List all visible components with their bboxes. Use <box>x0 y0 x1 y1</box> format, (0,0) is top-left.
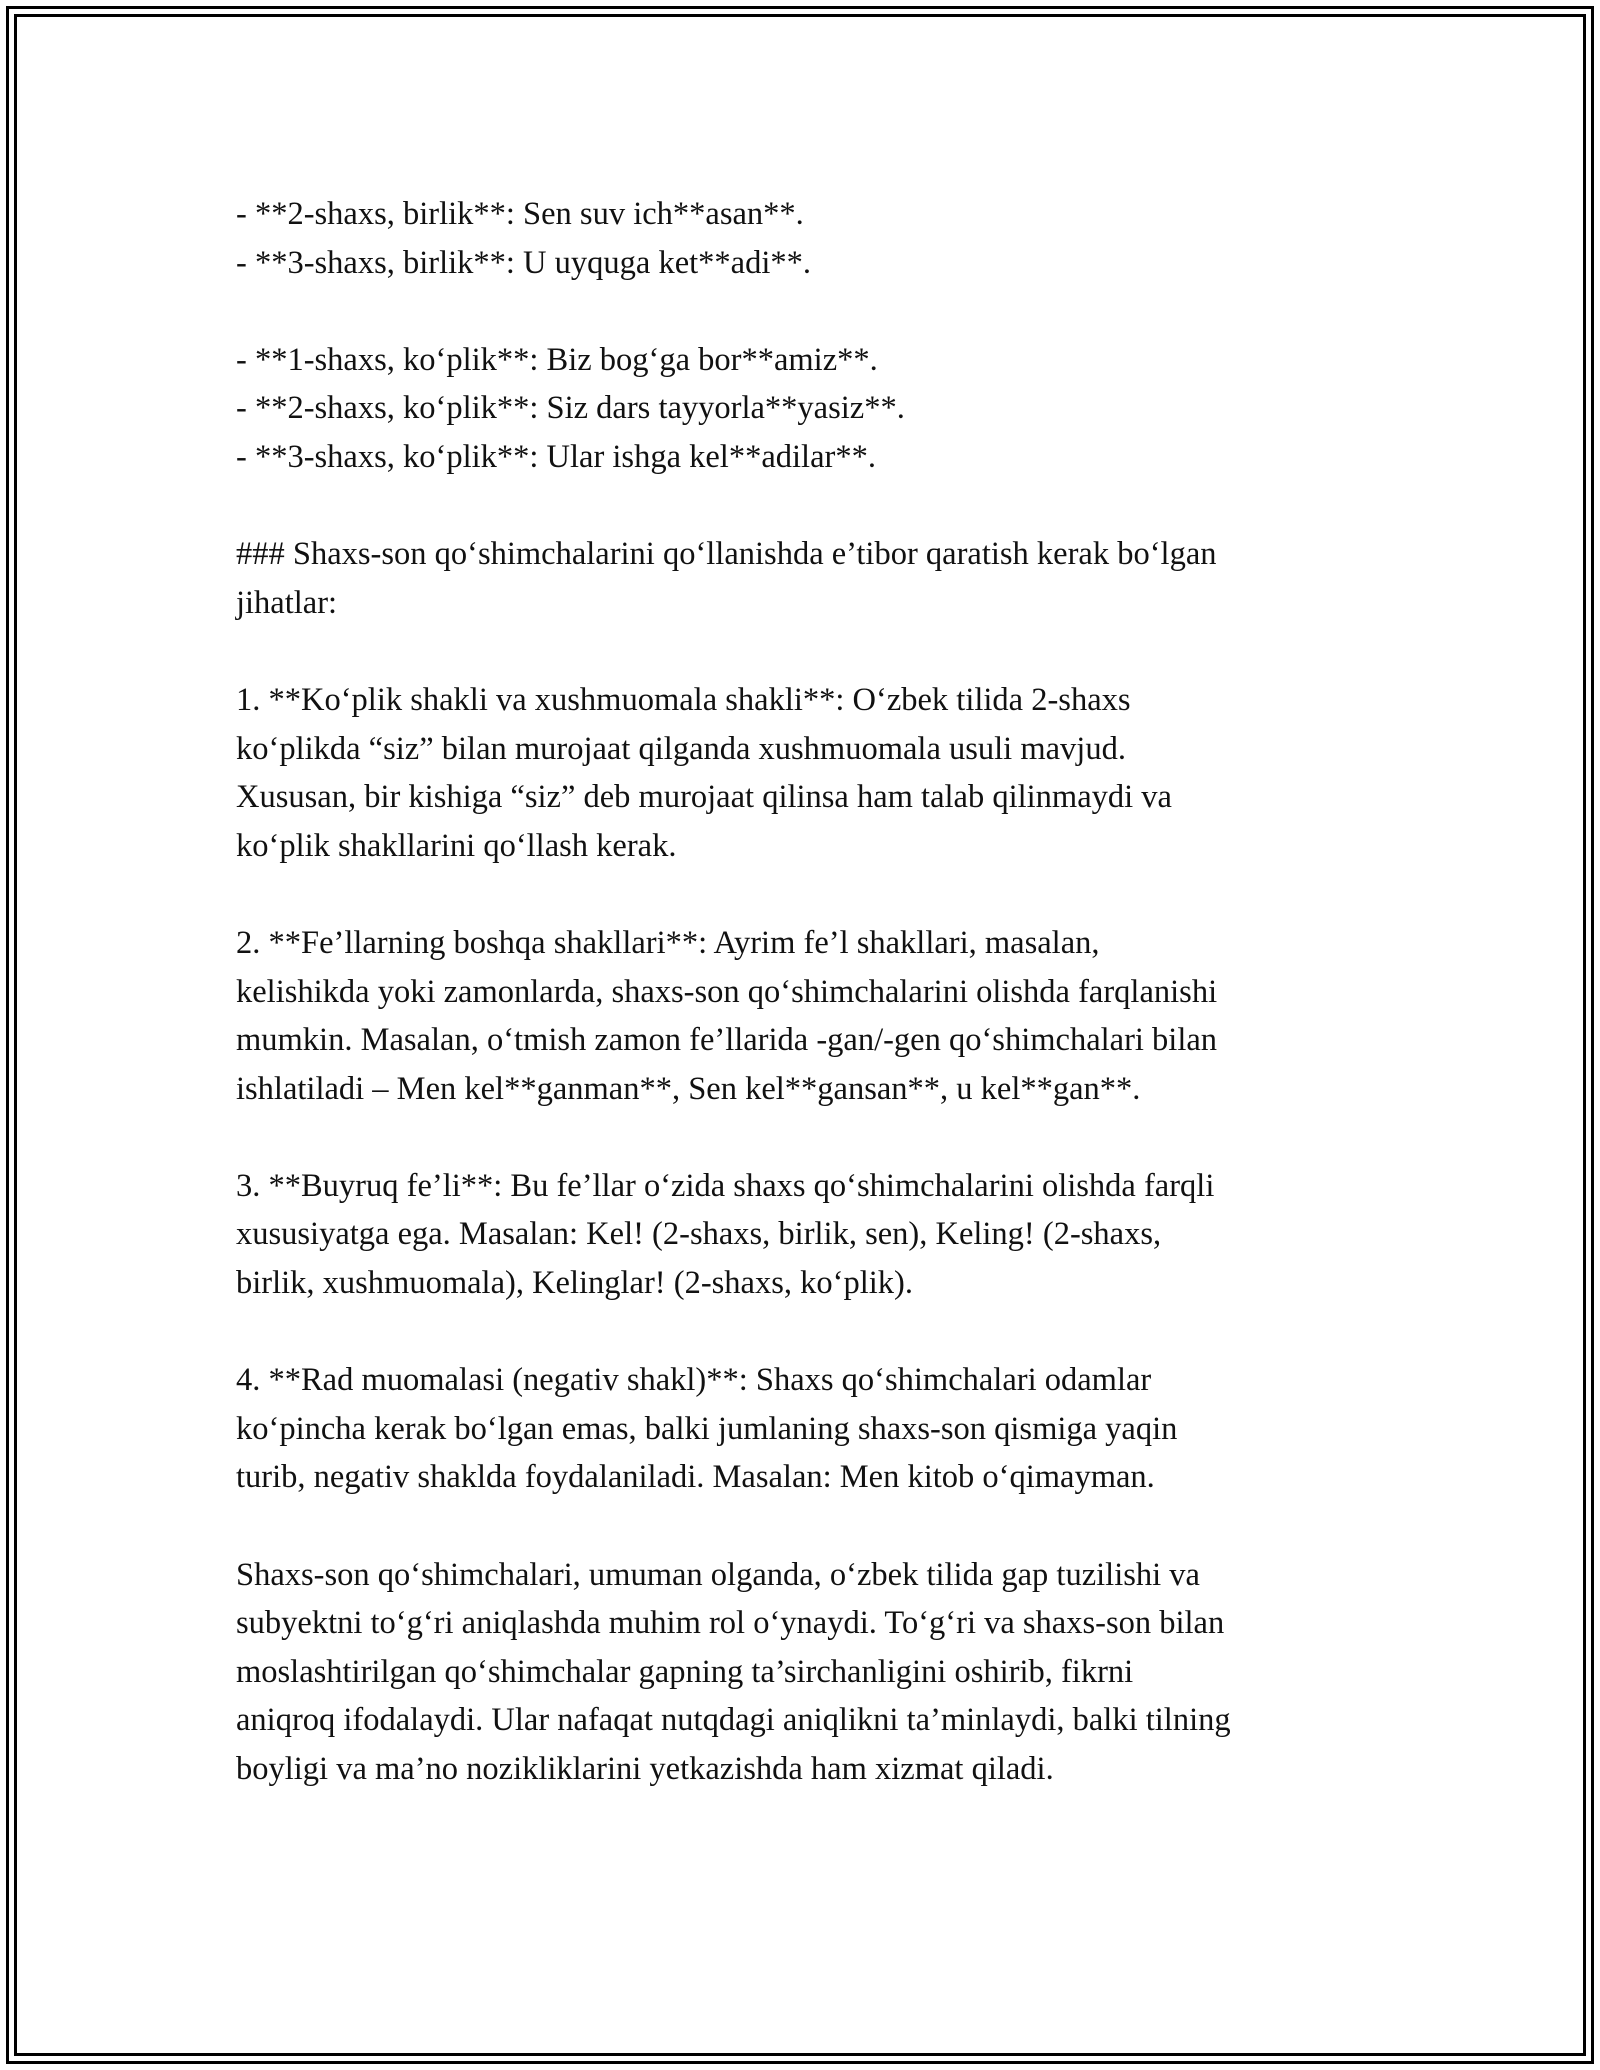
text-line: Shaxs-son qo‘shimchalari, umuman olganda, o‘zbek tilida gap tuzilishi va <box>236 1556 1200 1593</box>
text-line: subyektni to‘g‘ri aniqlashda muhim rol o‘ynaydi. To‘g‘ri va shaxs-son bilan <box>236 1605 1225 1642</box>
conclusion-paragraph <box>236 1551 1386 1794</box>
text-line: ko‘plik shakllarini qo‘llash kerak. <box>236 827 677 864</box>
text-line: ko‘pincha kerak bo‘lgan emas, balki jumlaning shaxs-son qismiga yaqin <box>236 1410 1178 1447</box>
text-line: 2. **Fe’llarning boshqa shakllari**: Ayrim fe’l shakllari, masalan, <box>236 924 1100 961</box>
text-line: ### Shaxs-son qo‘shimchalarini qo‘llanishda e’tibor qaratish kerak bo‘lgan <box>236 536 1217 573</box>
document-body <box>236 190 1386 1794</box>
numbered-item-2 <box>236 919 1386 1113</box>
text-line: aniqroq ifodalaydi. Ular nafaqat nutqdagi aniqlikni ta’minlaydi, balki tilning <box>236 1702 1231 1739</box>
text-line: xususiyatga ega. Masalan: Kel! (2-shaxs, birlik, sen), Keling! (2-shaxs, <box>236 1216 1162 1253</box>
text-line: 4. **Rad muomalasi (negativ shakl)**: Shaxs qo‘shimchalari odamlar <box>236 1362 1152 1399</box>
text-line: ko‘plikda “siz” bilan murojaat qilganda xushmuomala usuli mavjud. <box>236 730 1126 767</box>
text-line: - **3-shaxs, ko‘plik**: Ular ishga kel**adilar**. <box>236 438 876 475</box>
text-line: turib, negativ shaklda foydalaniladi. Masalan: Men kitob o‘qimayman. <box>236 1459 1155 1496</box>
text-line: - **1-shaxs, ko‘plik**: Biz bog‘ga bor**amiz**. <box>236 341 878 378</box>
text-line: birlik, xushmuomala), Kelinglar! (2-shaxs, ko‘plik). <box>236 1265 913 1302</box>
text-line: mumkin. Masalan, o‘tmish zamon fe’llarida -gan/-gen qo‘shimchalari bilan <box>236 1022 1218 1059</box>
section-heading <box>236 530 1386 627</box>
paragraph-plural-examples <box>236 336 1386 482</box>
text-line: ishlatiladi – Men kel**ganman**, Sen kel**gansan**, u kel**gan**. <box>236 1070 1141 1107</box>
text-line: moslashtirilgan qo‘shimchalar gapning ta’sirchanligini oshirib, fikrni <box>236 1653 1134 1690</box>
numbered-item-4 <box>236 1356 1386 1502</box>
numbered-item-1 <box>236 676 1386 870</box>
text-line: 3. **Buyruq fe’li**: Bu fe’llar o‘zida shaxs qo‘shimchalarini olishda farqli <box>236 1167 1215 1204</box>
text-line: boyligi va ma’no nozikliklarini yetkazishda ham xizmat qiladi. <box>236 1751 1054 1787</box>
text-line: 1. **Ko‘plik shakli va xushmuomala shakli**: O‘zbek tilida 2-shaxs <box>236 681 1131 718</box>
text-line: jihatlar: <box>236 584 338 621</box>
text-line: kelishikda yoki zamonlarda, shaxs-son qo‘shimchalarini olishda farqlanishi <box>236 973 1218 1010</box>
text-line: Xususan, bir kishiga “siz” deb murojaat qilinsa ham talab qilinmaydi va <box>236 779 1172 816</box>
numbered-item-3 <box>236 1162 1386 1308</box>
text-line: - **2-shaxs, birlik**: Sen suv ich**asan**. <box>236 196 804 232</box>
text-line: - **2-shaxs, ko‘plik**: Siz dars tayyorla**yasiz**. <box>236 390 905 427</box>
paragraph-singular-examples <box>236 190 1386 287</box>
text-line: - **3-shaxs, birlik**: U uyquga ket**adi**. <box>236 244 811 281</box>
